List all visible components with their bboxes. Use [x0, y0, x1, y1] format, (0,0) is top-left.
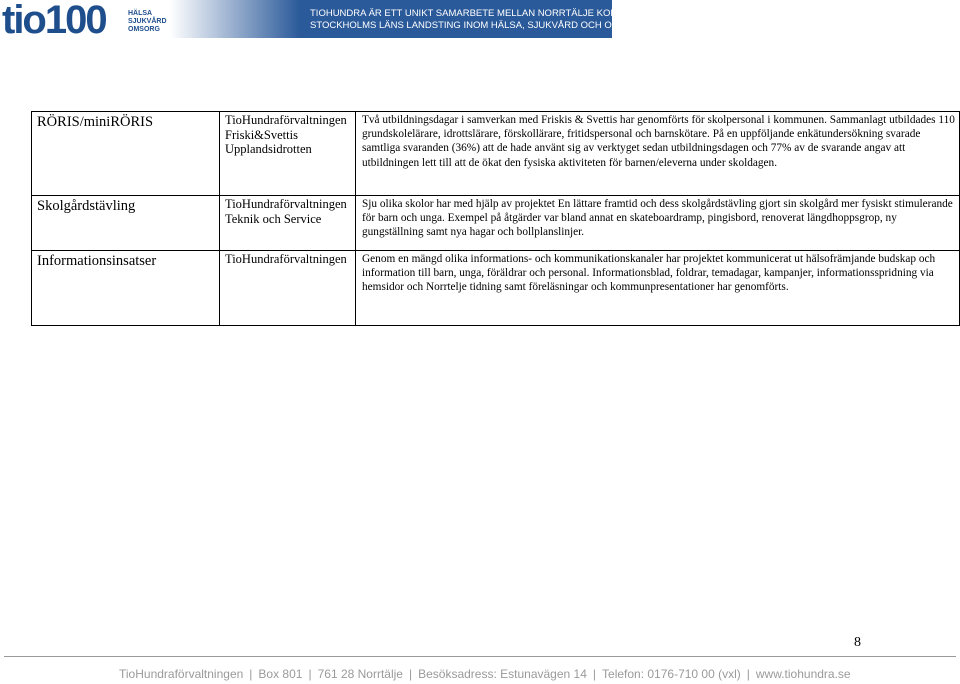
description-cell [356, 251, 960, 326]
table-row [32, 112, 960, 196]
tiohundra-logo [0, 0, 170, 40]
table-row [32, 251, 960, 326]
banner-line: TIOHUNDRA ÄR ETT UNIKT SAMARBETE MELLAN NORRTÄLJE KOMMUN OCH [310, 8, 664, 19]
description-cell [356, 112, 960, 196]
description-cell [356, 196, 960, 251]
organizer-list [220, 251, 355, 267]
footer-website-link[interactable]: www.tiohundra.se [755, 667, 851, 681]
footer-separator: | [746, 667, 750, 681]
footer-separator: | [592, 667, 597, 681]
organizer-list [220, 196, 355, 226]
organizer-cell [220, 112, 356, 196]
footer-postal: 761 28 Norrtälje [317, 667, 403, 681]
page-header [0, 0, 960, 40]
activity-name: Skolgårdstävling [37, 198, 136, 214]
activity-name-cell [32, 196, 220, 251]
activity-name-cell [32, 251, 220, 326]
banner-line: STOCKHOLMS LÄNS LANDSTING INOM HÄLSA, SJUKVÅRD OCH OMSORG [310, 20, 648, 31]
logo-wordmark: tio100 [2, 0, 106, 42]
activity-description: Genom en mängd olika informations- och kommunikationskanaler har projektet kommunicerat ut hälsofrämjande budskap och information till barn, unga, föräldrar och personal. Informationsblad, foldrar, temadagar, kampanjer, informationsspridning via hemsidor och Norrtelje tidning samt föreläsningar och kommunpresentationer har genomförts. [362, 253, 936, 294]
organizer: Upplandsidrotten [225, 142, 312, 156]
footer-separator: | [249, 667, 253, 681]
banner-gradient [170, 0, 300, 38]
activity-name: Informationsinsatser [37, 253, 157, 269]
footer-phone: Telefon: 0176-710 00 (vxl) [602, 667, 741, 681]
footer-visiting-address: Besöksadress: Estunavägen 14 [418, 667, 587, 681]
footer-organization: TioHundraförvaltningen [119, 667, 244, 681]
page-footer [119, 667, 851, 681]
activity-name: RÖRIS/miniRÖRIS [37, 114, 154, 130]
organizer: TioHundraförvaltningen [225, 197, 347, 211]
activities-table [31, 111, 960, 326]
organizer-list [220, 112, 355, 157]
activity-description: Två utbildningsdagar i samverkan med Friskis & Svettis har genomförts för skolpersonal i kommunen. Sammanlagt utbildades 110 grundskolelärare, idrottslärare, förskollärare, fritidspersonal och barnskötare. På en uppföljande enkätundersökning svarade samtliga svaranden (36%) att de hade använt sig av verktyget sedan utbildningsdagen och 77% av de svarande angav att utbildningen lett till att de ökat den fysiska aktiviteten för barnen/eleverna under skoldagen. [362, 114, 955, 169]
logo-tagline-line: HÄLSA [128, 10, 153, 17]
footer-divider [4, 656, 956, 657]
organizer: TioHundraförvaltningen [225, 252, 347, 266]
activity-name-cell [32, 112, 220, 196]
organizer-cell [220, 251, 356, 326]
logo-tagline-line: SJUKVÅRD [128, 18, 167, 25]
page-number: 8 [854, 635, 861, 650]
logo-tagline-line: OMSORG [128, 26, 160, 33]
organizer-cell [220, 196, 356, 251]
organizer: TioHundraförvaltningen [225, 113, 347, 127]
footer-box: Box 801 [258, 667, 303, 681]
footer-separator: | [308, 667, 312, 681]
table-row [32, 196, 960, 251]
header-banner [300, 0, 664, 38]
activity-description: Sju olika skolor har med hjälp av projektet En lättare framtid och dess skolgårdstävling gjort sin skolgård mer fysiskt stimulerande för barn och unga. Exempel på åtgärder var bland annat en skateboardramp, pingisbord, renoverat längdhoppsgrop, ny gungställning samt nya hagar och bollplanslinjer. [362, 198, 953, 239]
organizer: Teknik och Service [225, 211, 322, 226]
footer-separator: | [408, 667, 413, 681]
organizer: Friski&Svettis [225, 127, 298, 142]
